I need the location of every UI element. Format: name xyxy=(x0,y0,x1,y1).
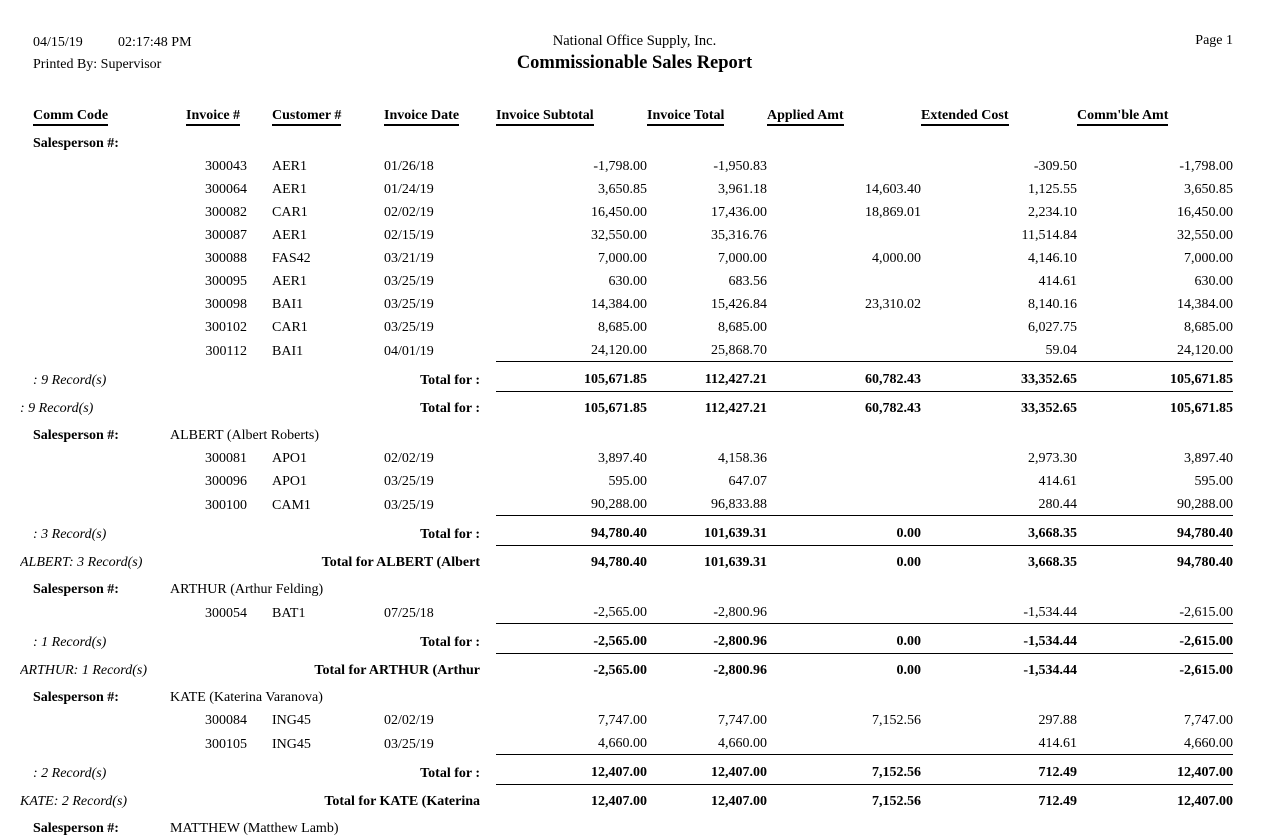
extended-cost-cell: 414.61 xyxy=(921,731,1077,755)
applied-amt-cell xyxy=(767,338,921,362)
company-name: National Office Supply, Inc. xyxy=(552,33,717,49)
subtotal-row xyxy=(20,362,1233,392)
record-count: ARTHUR: 1 Record(s) xyxy=(20,663,148,678)
print-date: 04/15/19 xyxy=(33,35,83,50)
invoice-subtotal-cell: 3,897.40 xyxy=(598,451,647,466)
invoice-total-cell: 4,660.00 xyxy=(647,731,767,755)
invoice-date-cell: 03/25/19 xyxy=(384,320,434,335)
subtotal-invoice-subtotal: 94,780.40 xyxy=(496,516,647,546)
extended-cost-cell: -1,534.44 xyxy=(921,600,1077,624)
applied-amt-cell xyxy=(767,492,921,516)
customer-number-cell: CAR1 xyxy=(272,205,308,220)
spacer-cell xyxy=(186,392,247,421)
column-headers xyxy=(20,96,1233,128)
invoice-subtotal-cell: 4,660.00 xyxy=(496,731,647,755)
page-number: Page 1 xyxy=(1195,33,1233,48)
invoice-subtotal-cell: -2,565.00 xyxy=(496,600,647,624)
subtotal-applied-amt: 7,152.56 xyxy=(767,755,921,785)
comm-code-cell xyxy=(20,731,186,755)
invoice-total-cell: 96,833.88 xyxy=(647,492,767,516)
applied-amt-cell xyxy=(767,269,921,292)
invoice-date-cell: 03/25/19 xyxy=(384,497,434,513)
total-label: Total for ARTHUR (Arthur xyxy=(314,663,480,678)
invoice-date-cell: 03/25/19 xyxy=(384,474,434,489)
salesperson-cell xyxy=(20,420,1233,446)
customer-number-cell: AER1 xyxy=(272,159,307,174)
grand-applied-amt: 60,782.43 xyxy=(865,401,921,416)
customer-number-cell: FAS42 xyxy=(272,251,311,266)
invoice-row xyxy=(20,731,1233,755)
grand-invoice-subtotal: 94,780.40 xyxy=(591,555,647,570)
applied-amt-cell: 7,152.56 xyxy=(872,713,921,728)
report-heading xyxy=(0,33,1269,75)
invoice-row xyxy=(20,469,1233,492)
invoice-row xyxy=(20,292,1233,315)
invoice-date-cell: 01/24/19 xyxy=(384,182,434,197)
grand-extended-cost: 33,352.65 xyxy=(1021,401,1077,416)
salesperson-cell xyxy=(20,574,1233,600)
salesperson-label: Salesperson #: xyxy=(33,582,119,597)
salesperson-label: Salesperson #: xyxy=(33,428,119,443)
invoice-total-cell: 25,868.70 xyxy=(647,338,767,362)
comm-code-cell xyxy=(20,223,186,246)
salesperson-section-row xyxy=(20,128,1233,154)
print-time: 02:17:48 PM xyxy=(118,35,192,50)
grand-commble-amt: 12,407.00 xyxy=(1177,794,1233,809)
page-header xyxy=(0,0,1269,96)
invoice-subtotal-cell: 7,747.00 xyxy=(598,713,647,728)
col-header-text: Invoice Total xyxy=(647,108,724,126)
commble-amt-cell: -1,798.00 xyxy=(1179,159,1233,174)
subtotal-commble-amt: -2,615.00 xyxy=(1077,624,1233,654)
col-header-comm-code xyxy=(20,96,186,128)
customer-number-cell: ING45 xyxy=(272,736,311,752)
commble-amt-cell: 14,384.00 xyxy=(1177,297,1233,312)
invoice-subtotal-cell: 24,120.00 xyxy=(496,338,647,362)
invoice-date-cell: 03/25/19 xyxy=(384,297,434,312)
invoice-subtotal-cell: 14,384.00 xyxy=(591,297,647,312)
column-header-row xyxy=(20,96,1233,128)
printed-by: Printed By: Supervisor xyxy=(33,57,162,72)
customer-number-cell: CAM1 xyxy=(272,497,311,513)
spacer-cell xyxy=(186,362,247,392)
spacer-cell xyxy=(186,755,247,785)
col-header-invoice-subtotal xyxy=(496,96,647,128)
report-body xyxy=(20,128,1233,839)
grand-row xyxy=(20,785,1233,814)
record-count: : 3 Record(s) xyxy=(33,526,107,542)
extended-cost-cell: 8,140.16 xyxy=(1028,297,1077,312)
col-header-invoice-date xyxy=(372,96,496,128)
total-label: Total for : xyxy=(420,526,480,542)
subtotal-commble-amt: 105,671.85 xyxy=(1077,362,1233,392)
salesperson-section-row xyxy=(20,420,1233,446)
col-header-text: Comm Code xyxy=(33,108,108,126)
extended-cost-cell: 6,027.75 xyxy=(1028,320,1077,335)
salesperson-label: Salesperson #: xyxy=(33,821,119,836)
applied-amt-cell: 4,000.00 xyxy=(872,251,921,266)
invoice-date-cell: 02/02/19 xyxy=(384,713,434,728)
salesperson-label: Salesperson #: xyxy=(33,690,119,705)
invoice-row xyxy=(20,269,1233,292)
invoice-subtotal-cell: 16,450.00 xyxy=(591,205,647,220)
commble-amt-cell: 90,288.00 xyxy=(1077,492,1233,516)
applied-amt-cell xyxy=(767,600,921,624)
invoice-total-cell: 7,000.00 xyxy=(718,251,767,266)
comm-code-cell xyxy=(20,246,186,269)
subtotal-extended-cost: 712.49 xyxy=(921,755,1077,785)
col-header-text: Invoice Date xyxy=(384,108,459,126)
invoice-row xyxy=(20,177,1233,200)
grand-invoice-total: 12,407.00 xyxy=(711,794,767,809)
subtotal-applied-amt: 0.00 xyxy=(767,516,921,546)
extended-cost-cell: 2,234.10 xyxy=(1028,205,1077,220)
extended-cost-cell: 59.04 xyxy=(921,338,1077,362)
salesperson-name: MATTHEW (Matthew Lamb) xyxy=(170,821,339,836)
salesperson-section-row xyxy=(20,574,1233,600)
subtotal-commble-amt: 94,780.40 xyxy=(1077,516,1233,546)
grand-applied-amt: 0.00 xyxy=(896,555,921,570)
invoice-row xyxy=(20,200,1233,223)
invoice-row xyxy=(20,223,1233,246)
salesperson-section-row xyxy=(20,682,1233,708)
col-header-text: Extended Cost xyxy=(921,108,1009,126)
report-table xyxy=(20,96,1233,839)
record-count: : 1 Record(s) xyxy=(33,634,107,650)
invoice-total-cell: 647.07 xyxy=(728,474,767,489)
invoice-number-cell: 300100 xyxy=(205,497,247,513)
comm-code-cell xyxy=(20,154,186,177)
invoice-row xyxy=(20,338,1233,362)
invoice-total-cell: 3,961.18 xyxy=(718,182,767,197)
total-label: Total for ALBERT (Albert xyxy=(321,555,480,570)
subtotal-invoice-subtotal: 105,671.85 xyxy=(496,362,647,392)
invoice-row xyxy=(20,600,1233,624)
grand-row xyxy=(20,392,1233,421)
commble-amt-cell: 16,450.00 xyxy=(1177,205,1233,220)
applied-amt-cell xyxy=(767,469,921,492)
comm-code-cell xyxy=(20,269,186,292)
invoice-number-cell: 300102 xyxy=(205,320,247,335)
applied-amt-cell xyxy=(767,446,921,469)
spacer-cell xyxy=(186,546,247,575)
invoice-date-cell: 03/21/19 xyxy=(384,251,434,266)
total-label: Total for : xyxy=(420,765,480,781)
record-count: KATE: 2 Record(s) xyxy=(20,794,128,809)
applied-amt-cell xyxy=(767,154,921,177)
grand-invoice-total: -2,800.96 xyxy=(713,663,767,678)
customer-number-cell: BAT1 xyxy=(272,605,306,621)
invoice-subtotal-cell: 8,685.00 xyxy=(598,320,647,335)
invoice-row xyxy=(20,246,1233,269)
customer-number-cell: APO1 xyxy=(272,474,308,489)
invoice-total-cell: -1,950.83 xyxy=(713,159,767,174)
invoice-date-cell: 01/26/18 xyxy=(384,159,434,174)
grand-invoice-total: 112,427.21 xyxy=(704,401,767,416)
col-header-text: Invoice # xyxy=(186,108,240,126)
spacer-cell xyxy=(186,785,247,814)
total-label: Total for : xyxy=(420,401,480,416)
invoice-number-cell: 300112 xyxy=(205,343,247,359)
extended-cost-cell: 2,973.30 xyxy=(1028,451,1077,466)
comm-code-cell xyxy=(20,338,186,362)
extended-cost-cell: 280.44 xyxy=(921,492,1077,516)
grand-commble-amt: 105,671.85 xyxy=(1170,401,1233,416)
extended-cost-cell: 1,125.55 xyxy=(1028,182,1077,197)
grand-extended-cost: 712.49 xyxy=(1038,794,1077,809)
subtotal-extended-cost: -1,534.44 xyxy=(921,624,1077,654)
extended-cost-cell: 297.88 xyxy=(1038,713,1077,728)
subtotal-extended-cost: 3,668.35 xyxy=(921,516,1077,546)
invoice-subtotal-cell: -1,798.00 xyxy=(593,159,647,174)
comm-code-cell xyxy=(20,469,186,492)
comm-code-cell xyxy=(20,200,186,223)
invoice-total-cell: 17,436.00 xyxy=(711,205,767,220)
subtotal-invoice-total: 112,427.21 xyxy=(647,362,767,392)
salesperson-name: ARTHUR (Arthur Felding) xyxy=(170,582,324,597)
subtotal-invoice-total: 101,639.31 xyxy=(647,516,767,546)
comm-code-cell xyxy=(20,446,186,469)
invoice-subtotal-cell: 90,288.00 xyxy=(496,492,647,516)
invoice-total-cell: 15,426.84 xyxy=(711,297,767,312)
extended-cost-cell: 414.61 xyxy=(1038,274,1077,289)
commble-amt-cell: 7,000.00 xyxy=(1184,251,1233,266)
record-count: : 9 Record(s) xyxy=(20,401,94,416)
applied-amt-cell: 23,310.02 xyxy=(865,297,921,312)
subtotal-applied-amt: 60,782.43 xyxy=(767,362,921,392)
extended-cost-cell: 11,514.84 xyxy=(1021,228,1077,243)
extended-cost-cell: 4,146.10 xyxy=(1028,251,1077,266)
invoice-subtotal-cell: 630.00 xyxy=(608,274,647,289)
customer-number-cell: ING45 xyxy=(272,713,311,728)
invoice-total-cell: 7,747.00 xyxy=(718,713,767,728)
commble-amt-cell: 32,550.00 xyxy=(1177,228,1233,243)
invoice-subtotal-cell: 3,650.85 xyxy=(598,182,647,197)
applied-amt-cell xyxy=(767,731,921,755)
comm-code-cell xyxy=(20,708,186,731)
spacer-cell xyxy=(186,624,247,654)
commble-amt-cell: 8,685.00 xyxy=(1184,320,1233,335)
grand-row xyxy=(20,546,1233,575)
customer-number-cell: BAI1 xyxy=(272,297,304,312)
subtotal-commble-amt: 12,407.00 xyxy=(1077,755,1233,785)
grand-commble-amt: -2,615.00 xyxy=(1179,663,1233,678)
commble-amt-cell: 630.00 xyxy=(1194,274,1233,289)
customer-number-cell: AER1 xyxy=(272,228,307,243)
col-header-invoice-total xyxy=(647,96,767,128)
salesperson-cell xyxy=(20,813,1233,839)
grand-invoice-subtotal: 12,407.00 xyxy=(591,794,647,809)
invoice-number-cell: 300043 xyxy=(205,159,247,174)
invoice-total-cell: -2,800.96 xyxy=(647,600,767,624)
invoice-date-cell: 04/01/19 xyxy=(384,343,434,359)
invoice-number-cell: 300105 xyxy=(205,736,247,752)
invoice-date-cell: 02/02/19 xyxy=(384,451,434,466)
spacer-cell xyxy=(186,654,247,683)
comm-code-cell xyxy=(20,600,186,624)
invoice-row xyxy=(20,492,1233,516)
applied-amt-cell: 14,603.40 xyxy=(865,182,921,197)
invoice-subtotal-cell: 595.00 xyxy=(608,474,647,489)
invoice-number-cell: 300064 xyxy=(205,182,247,197)
col-header-applied-amt xyxy=(767,96,921,128)
comm-code-cell xyxy=(20,315,186,338)
col-header-invoice-number xyxy=(186,96,247,128)
salesperson-cell xyxy=(20,682,1233,708)
col-header-text: Customer # xyxy=(272,108,341,126)
grand-applied-amt: 7,152.56 xyxy=(872,794,921,809)
grand-row xyxy=(20,654,1233,683)
total-label: Total for : xyxy=(420,372,480,388)
invoice-number-cell: 300081 xyxy=(205,451,247,466)
subtotal-row xyxy=(20,755,1233,785)
invoice-date-cell: 02/15/19 xyxy=(384,228,434,243)
col-header-text: Applied Amt xyxy=(767,108,844,126)
grand-invoice-subtotal: -2,565.00 xyxy=(593,663,647,678)
customer-number-cell: AER1 xyxy=(272,274,307,289)
record-count: ALBERT: 3 Record(s) xyxy=(20,555,143,570)
comm-code-cell xyxy=(20,292,186,315)
invoice-number-cell: 300098 xyxy=(205,297,247,312)
invoice-date-cell: 03/25/19 xyxy=(384,274,434,289)
invoice-number-cell: 300087 xyxy=(205,228,247,243)
invoice-number-cell: 300095 xyxy=(205,274,247,289)
customer-number-cell: APO1 xyxy=(272,451,308,466)
total-label: Total for KATE (Katerina xyxy=(324,794,480,809)
extended-cost-cell: -309.50 xyxy=(1033,159,1077,174)
invoice-row xyxy=(20,708,1233,731)
invoice-subtotal-cell: 7,000.00 xyxy=(598,251,647,266)
customer-number-cell: AER1 xyxy=(272,182,307,197)
grand-invoice-subtotal: 105,671.85 xyxy=(584,401,647,416)
salesperson-section-row xyxy=(20,813,1233,839)
invoice-number-cell: 300096 xyxy=(205,474,247,489)
applied-amt-cell xyxy=(767,223,921,246)
grand-applied-amt: 0.00 xyxy=(896,663,921,678)
invoice-date-cell: 03/25/19 xyxy=(384,736,434,752)
invoice-row xyxy=(20,154,1233,177)
salesperson-cell xyxy=(20,128,1233,154)
invoice-total-cell: 683.56 xyxy=(728,274,767,289)
commble-amt-cell: 595.00 xyxy=(1194,474,1233,489)
salesperson-name: ALBERT (Albert Roberts) xyxy=(170,428,319,443)
subtotal-extended-cost: 33,352.65 xyxy=(921,362,1077,392)
applied-amt-cell xyxy=(767,315,921,338)
comm-code-cell xyxy=(20,492,186,516)
salesperson-name: KATE (Katerina Varanova) xyxy=(170,690,323,705)
subtotal-invoice-total: 12,407.00 xyxy=(647,755,767,785)
grand-extended-cost: -1,534.44 xyxy=(1023,663,1077,678)
commble-amt-cell: 3,897.40 xyxy=(1184,451,1233,466)
invoice-date-cell: 07/25/18 xyxy=(384,605,434,621)
invoice-subtotal-cell: 32,550.00 xyxy=(591,228,647,243)
grand-extended-cost: 3,668.35 xyxy=(1028,555,1077,570)
invoice-number-cell: 300082 xyxy=(205,205,247,220)
extended-cost-cell: 414.61 xyxy=(1038,474,1077,489)
record-count: : 9 Record(s) xyxy=(33,372,107,388)
invoice-total-cell: 4,158.36 xyxy=(718,451,767,466)
invoice-date-cell: 02/02/19 xyxy=(384,205,434,220)
commble-amt-cell: -2,615.00 xyxy=(1077,600,1233,624)
col-header-commble-amt xyxy=(1077,96,1233,128)
invoice-number-cell: 300084 xyxy=(205,713,247,728)
invoice-number-cell: 300088 xyxy=(205,251,247,266)
total-label: Total for : xyxy=(420,634,480,650)
report-title: Commissionable Sales Report xyxy=(516,53,753,73)
invoice-row xyxy=(20,446,1233,469)
grand-commble-amt: 94,780.40 xyxy=(1177,555,1233,570)
subtotal-row xyxy=(20,516,1233,546)
record-count: : 2 Record(s) xyxy=(33,765,107,781)
customer-number-cell: BAI1 xyxy=(272,343,304,359)
col-header-extended-cost xyxy=(921,96,1077,128)
invoice-total-cell: 35,316.76 xyxy=(711,228,767,243)
invoice-number-cell: 300054 xyxy=(205,605,247,621)
col-header-text: Comm'ble Amt xyxy=(1077,108,1168,126)
salesperson-label: Salesperson #: xyxy=(33,136,119,151)
spacer-cell xyxy=(186,516,247,546)
subtotal-invoice-total: -2,800.96 xyxy=(647,624,767,654)
applied-amt-cell: 18,869.01 xyxy=(865,205,921,220)
subtotal-invoice-subtotal: -2,565.00 xyxy=(496,624,647,654)
commble-amt-cell: 7,747.00 xyxy=(1184,713,1233,728)
invoice-row xyxy=(20,315,1233,338)
subtotal-invoice-subtotal: 12,407.00 xyxy=(496,755,647,785)
customer-number-cell: CAR1 xyxy=(272,320,308,335)
commble-amt-cell: 24,120.00 xyxy=(1077,338,1233,362)
invoice-total-cell: 8,685.00 xyxy=(718,320,767,335)
grand-invoice-total: 101,639.31 xyxy=(704,555,767,570)
commble-amt-cell: 4,660.00 xyxy=(1077,731,1233,755)
col-header-customer-number xyxy=(247,96,372,128)
subtotal-row xyxy=(20,624,1233,654)
commble-amt-cell: 3,650.85 xyxy=(1184,182,1233,197)
subtotal-applied-amt: 0.00 xyxy=(767,624,921,654)
comm-code-cell xyxy=(20,177,186,200)
col-header-text: Invoice Subtotal xyxy=(496,108,594,126)
